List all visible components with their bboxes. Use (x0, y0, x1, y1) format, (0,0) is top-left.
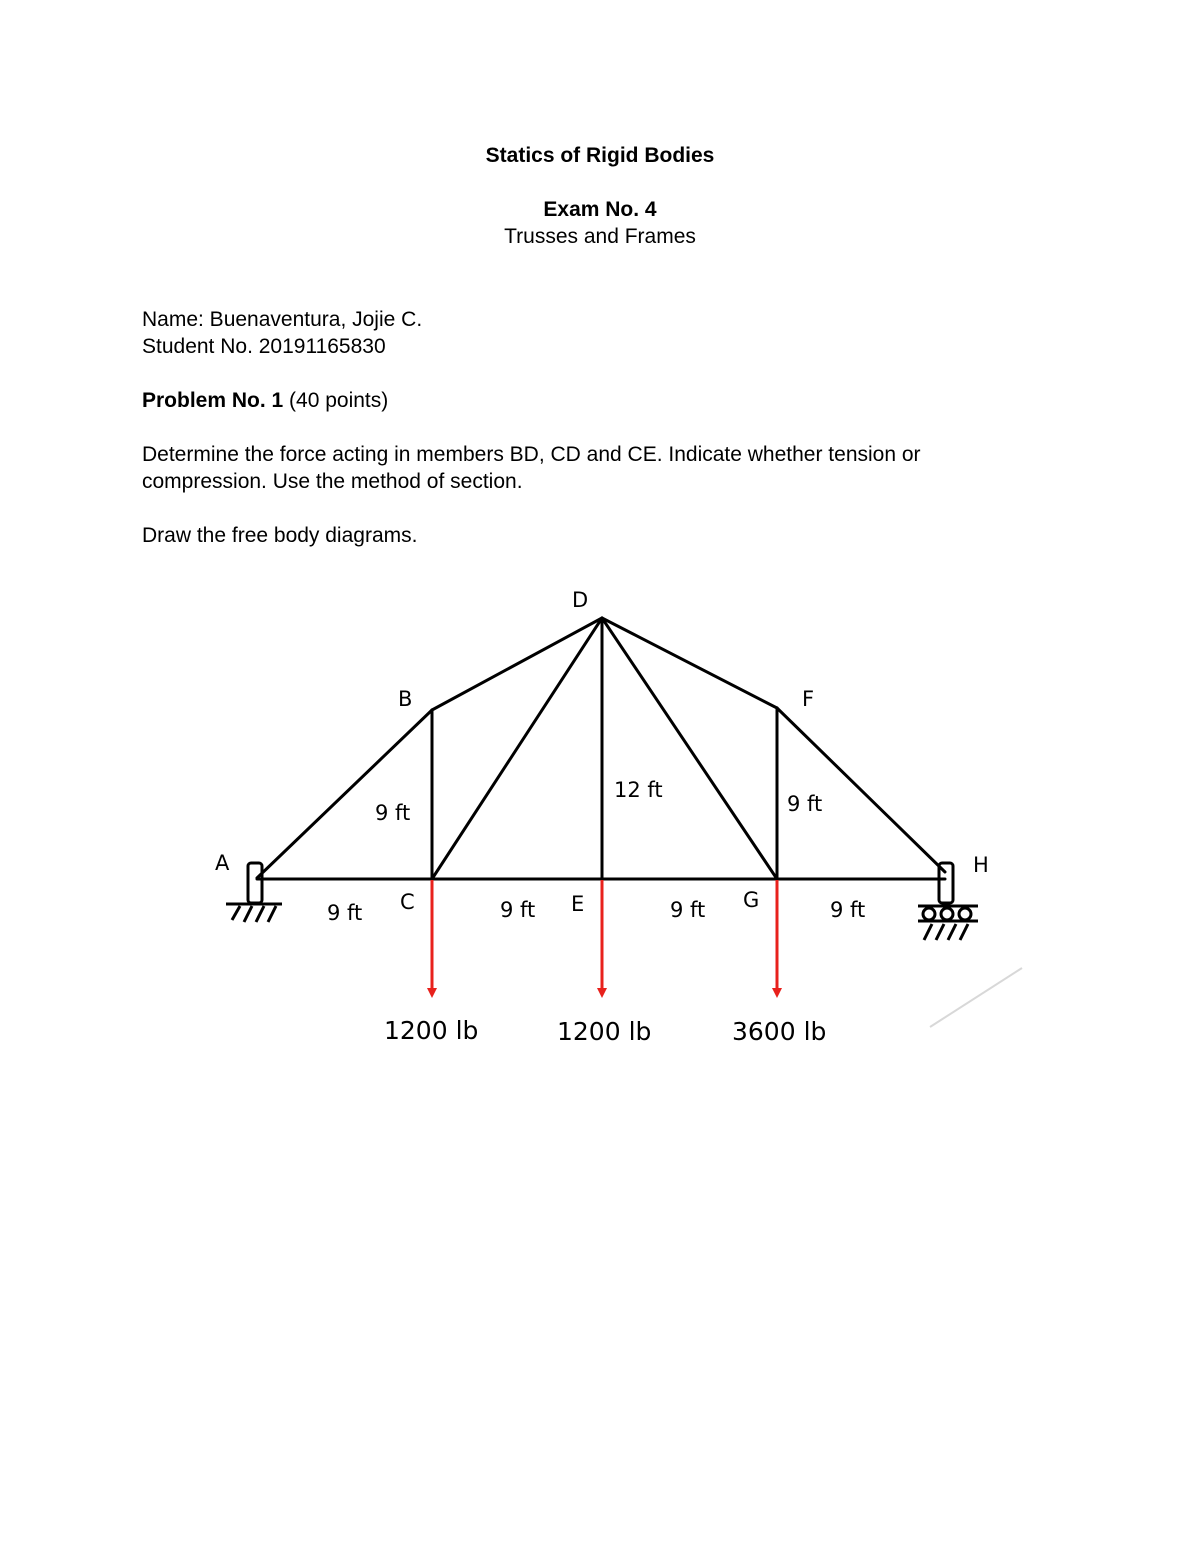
pin-support-a (226, 863, 282, 922)
node-label-c: C (400, 890, 415, 914)
node-label-f: F (802, 687, 815, 711)
problem-points: (40 points) (289, 389, 389, 412)
member-ab (257, 710, 432, 878)
exam-label: Exam No. 4 (543, 198, 657, 221)
student-number: Student No. 20191165830 (142, 335, 386, 358)
member-dg (602, 618, 777, 879)
dim-fg-height: 9 ft (787, 792, 823, 816)
dim-ac-span: 9 ft (327, 901, 363, 925)
member-bd (432, 618, 602, 710)
member-df (602, 618, 777, 708)
course-title: Statics of Rigid Bodies (485, 144, 715, 167)
node-label-b: B (398, 687, 413, 711)
node-label-g: G (743, 888, 760, 912)
dim-bc-height: 9 ft (375, 801, 411, 825)
dim-ce-span: 9 ft (500, 898, 536, 922)
node-label-d: D (572, 588, 589, 612)
instruction-line-3: Draw the free body diagrams. (142, 524, 418, 547)
exam-topic: Trusses and Frames (504, 225, 696, 248)
dim-gh-span: 9 ft (830, 898, 866, 922)
scan-mark (930, 968, 1022, 1027)
node-label-a: A (215, 851, 230, 875)
load-label-e: 1200 lb (557, 1017, 652, 1046)
instruction-line-1: Determine the force acting in members BD, CD and CE. Indicate whether tension or (142, 443, 921, 466)
member-cd (432, 618, 602, 879)
roller-support-h (918, 863, 978, 940)
member-fh (777, 708, 945, 872)
load-label-c: 1200 lb (384, 1016, 479, 1045)
node-label-h: H (973, 853, 989, 877)
instruction-line-2: compression. Use the method of section. (142, 470, 523, 493)
dim-eg-span: 9 ft (670, 898, 706, 922)
node-label-e: E (571, 892, 585, 916)
student-name: Name: Buenaventura, Jojie C. (142, 308, 423, 331)
load-label-g: 3600 lb (732, 1017, 827, 1046)
load-arrows (432, 880, 777, 993)
dim-de-height: 12 ft (614, 778, 663, 802)
truss-members (257, 618, 945, 879)
problem-heading: Problem No. 1 (142, 389, 284, 412)
